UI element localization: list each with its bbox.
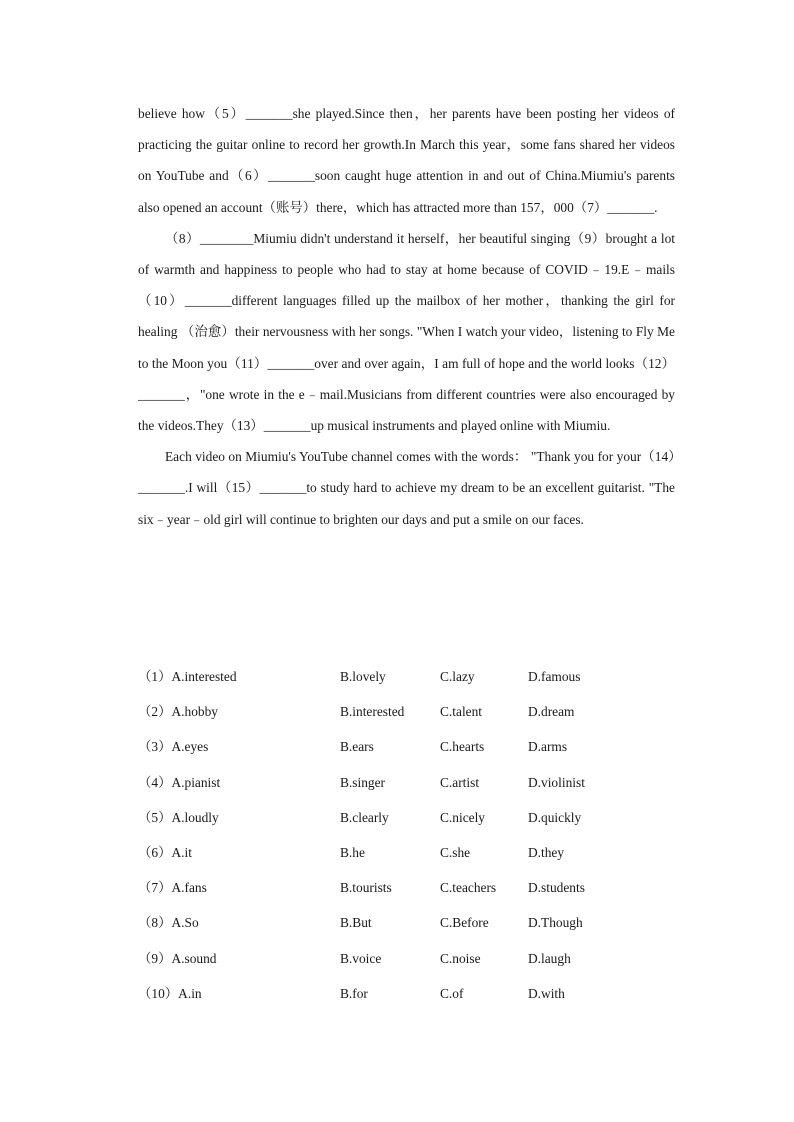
option-c: C.talent xyxy=(440,704,483,720)
option-a: （4）A.pianist xyxy=(138,774,221,790)
option-b: B.for xyxy=(340,985,368,1001)
question-1-options xyxy=(138,659,678,694)
option-d: D.famous xyxy=(528,669,581,684)
option-c: C.hearts xyxy=(440,739,485,755)
option-a: （9）A.sound xyxy=(138,950,217,966)
option-b: B.tourists xyxy=(340,880,392,896)
passage-paragraph-1: believe how（5）_______she played.Since then，her parents have been posting her videos of practicing the guitar online to record her growth.In March this year，some fans shared her videos on YouTube and（6）_______soon caught huge attention in and out of China.Miumiu's parents also opened an account（账号）there，which has attracted more than 157，000（7）_______. xyxy=(138,106,675,215)
option-d: D.dream xyxy=(528,704,575,720)
option-d: D.with xyxy=(528,985,565,1001)
option-d: D.they xyxy=(528,844,565,860)
option-b: B.voice xyxy=(340,950,382,966)
option-a: （3）A.eyes xyxy=(138,739,209,755)
reading-passage xyxy=(138,98,675,535)
question-6-options xyxy=(138,835,678,870)
option-d: D.quickly xyxy=(528,809,582,825)
question-9-options xyxy=(138,941,678,976)
question-3-options xyxy=(138,729,678,764)
option-b: B.singer xyxy=(340,774,386,790)
option-a: （10）A.in xyxy=(138,985,202,1001)
option-c: C.she xyxy=(440,844,471,860)
question-7-options xyxy=(138,870,678,905)
option-d: D.students xyxy=(528,880,585,896)
question-5-options xyxy=(138,800,678,835)
question-8-options xyxy=(138,905,678,940)
option-a: （5）A.loudly xyxy=(138,809,219,825)
answer-options-list xyxy=(138,659,678,1011)
option-b: B.lovely xyxy=(340,669,386,684)
option-d: D.arms xyxy=(528,739,568,755)
question-2-options xyxy=(138,694,678,729)
option-a: （8）A.So xyxy=(138,915,199,931)
option-b: B.clearly xyxy=(340,809,389,825)
option-c: C.Before xyxy=(440,915,489,931)
option-b: B.he xyxy=(340,844,365,860)
option-d: D.Though xyxy=(528,915,583,931)
passage-paragraph-2: （8）________Miumiu didn't understand it herself，her beautiful singing（9）brought a lot of warmth and happiness to people who had to stay at home because of COVID﹣19.E﹣mails（10）_______different languages filled up the mailbox of her mother，thanking the girl for healing （治愈）their nervousness with her songs. "When I watch your video，listening to Fly Me to the Moon you（11）_______over and over again，I am full of hope and the world looks（12）_______，"one wrote in the e﹣mail.Musicians from different countries were also encouraged by the videos.They（13）_______up musical instruments and played online with Miumiu. xyxy=(138,230,675,434)
passage-paragraph-3: Each video on Miumiu's YouTube channel comes with the words： "Thank you for your（14）_______.I will（15）_______to study hard to achieve my dream to be an excellent guitarist. "The six﹣year﹣old girl will continue to brighten our days and put a smile on our faces. xyxy=(138,449,675,527)
option-a: （1）A.interested xyxy=(138,669,237,684)
option-a: （7）A.fans xyxy=(138,880,207,896)
question-10-options xyxy=(138,976,678,1011)
option-b: B.ears xyxy=(340,739,374,755)
option-a: （6）A.it xyxy=(138,844,192,860)
option-c: C.teachers xyxy=(440,880,497,896)
option-b: B.interested xyxy=(340,704,405,720)
option-a: （2）A.hobby xyxy=(138,704,218,720)
option-c: C.of xyxy=(440,985,464,1001)
option-c: C.noise xyxy=(440,950,481,966)
option-c: C.lazy xyxy=(440,669,475,684)
option-c: C.artist xyxy=(440,774,480,790)
option-d: D.violinist xyxy=(528,774,585,790)
option-d: D.laugh xyxy=(528,950,571,966)
option-b: B.But xyxy=(340,915,372,931)
question-4-options xyxy=(138,765,678,800)
option-c: C.nicely xyxy=(440,809,485,825)
